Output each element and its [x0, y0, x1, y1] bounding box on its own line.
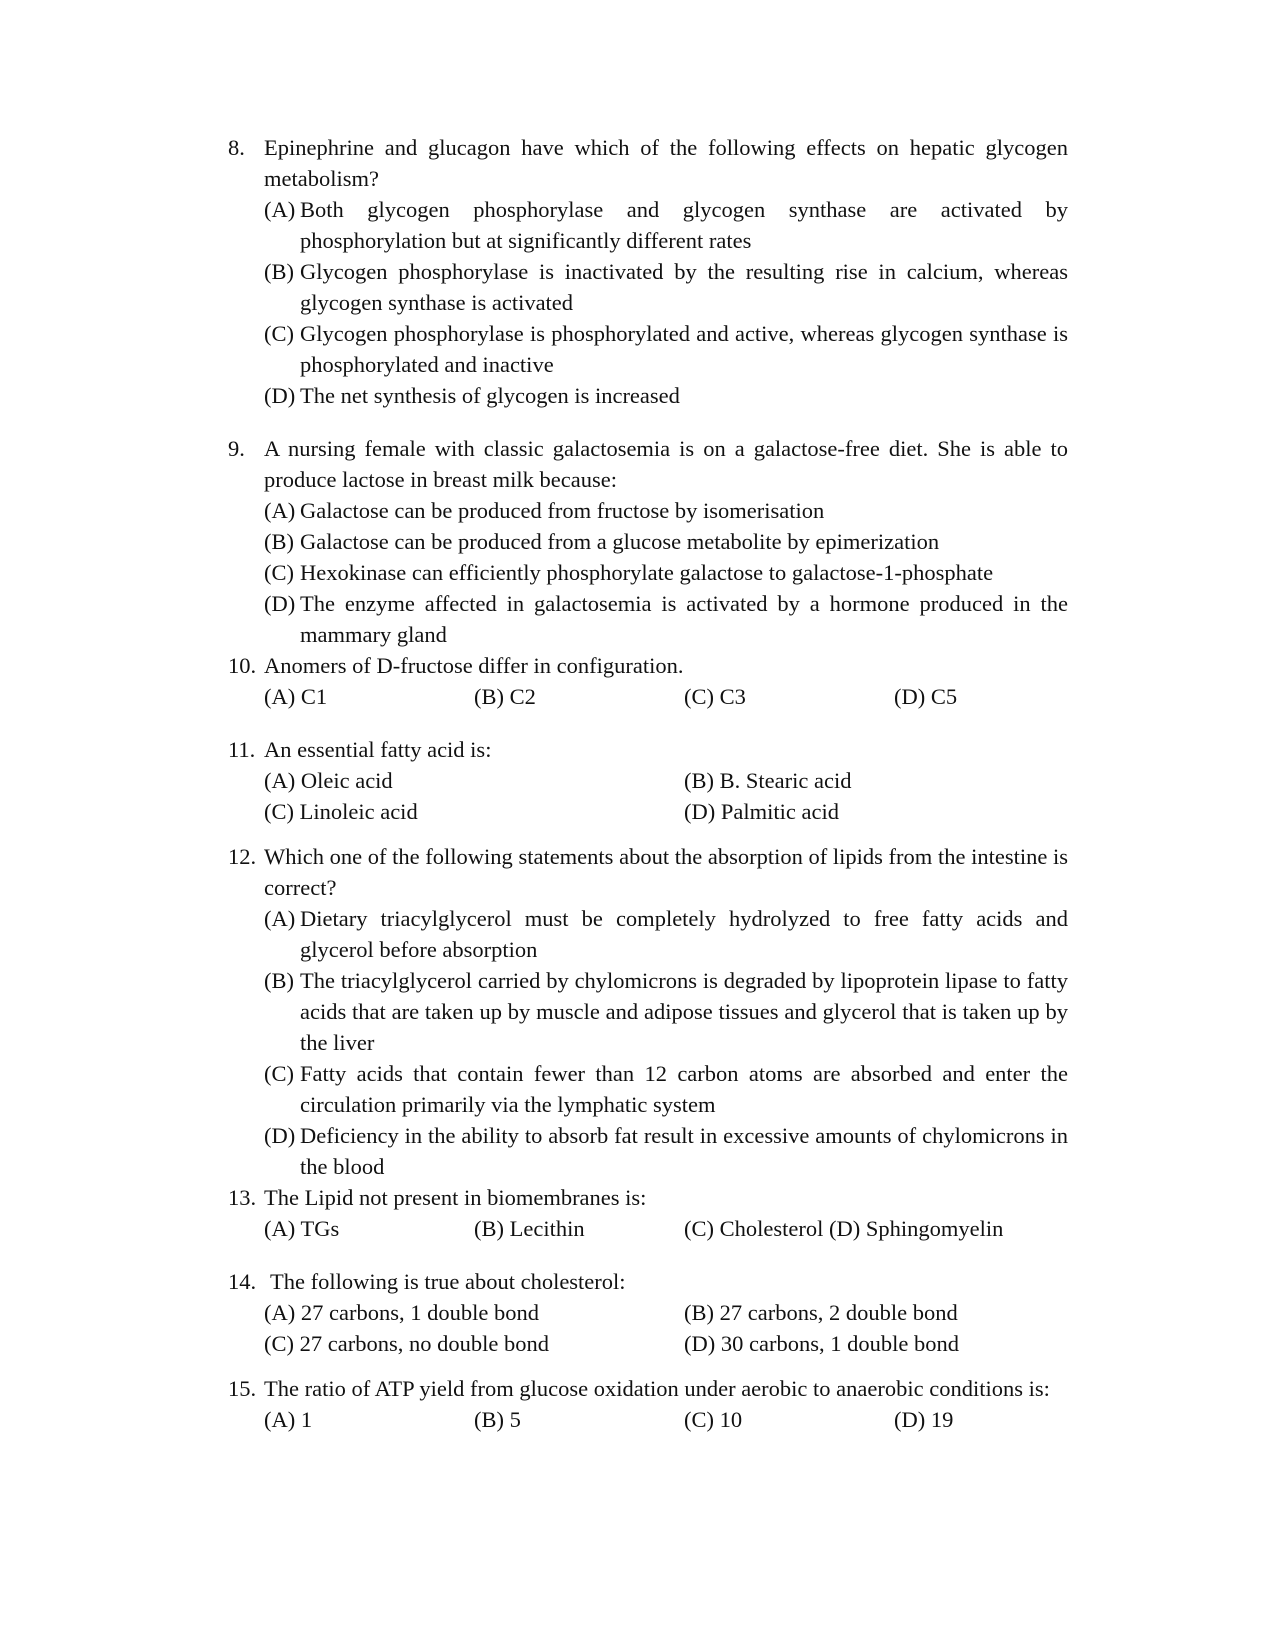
option-c — [264, 1058, 1068, 1120]
option-label: (A) — [264, 498, 296, 523]
option-text: The triacylglycerol carried by chylomicrons is degraded by lipoprotein lipase to fatty acids that are taken up by muscle and adipose tissues and glycerol that is taken up by the liver — [300, 968, 1068, 1055]
option-c-d: (C) Cholesterol (D) Sphingomyelin — [684, 1216, 1004, 1241]
option-text: The enzyme affected in galactosemia is activated by a hormone produced in the mammary gland — [300, 591, 1068, 647]
option-b: (B) 27 carbons, 2 double bond — [684, 1300, 958, 1325]
question-13 — [228, 1182, 1068, 1244]
question-number: 14. — [228, 1269, 257, 1294]
question-15 — [228, 1373, 1068, 1435]
option-text: Glycogen phosphorylase is phosphorylated and active, whereas glycogen synthase is phosphorylated and inactive — [300, 321, 1068, 377]
option-label: (B) — [264, 968, 294, 993]
question-text: The ratio of ATP yield from glucose oxidation under aerobic to anaerobic conditions is: — [264, 1376, 1050, 1401]
option-label: (C) — [264, 560, 294, 585]
question-12 — [228, 841, 1068, 1182]
option-b: (B) B. Stearic acid — [684, 768, 852, 793]
option-text: Hexokinase can efficiently phosphorylate galactose to galactose-1-phosphate — [300, 560, 994, 585]
option-d — [264, 380, 1068, 411]
option-b — [264, 526, 1068, 557]
option-d: (D) 19 — [894, 1407, 954, 1432]
question-page — [228, 132, 1068, 1435]
question-11 — [228, 734, 1068, 827]
option-a — [264, 495, 1068, 526]
question-text: The following is true about cholesterol: — [270, 1269, 626, 1294]
question-number: 8. — [228, 135, 245, 160]
option-label: (A) — [264, 906, 296, 931]
question-9 — [228, 433, 1068, 650]
option-label: (D) — [264, 591, 296, 616]
option-b — [264, 256, 1068, 318]
option-c: (C) C3 — [684, 684, 746, 709]
option-label: (D) — [264, 1123, 296, 1148]
option-a — [264, 903, 1068, 965]
question-number: 13. — [228, 1185, 257, 1210]
option-a: (A) 27 carbons, 1 double bond — [264, 1300, 539, 1325]
option-text: Galactose can be produced from a glucose metabolite by epimerization — [300, 529, 940, 554]
option-label: (C) — [264, 321, 294, 346]
option-a: (A) 1 — [264, 1407, 313, 1432]
question-8 — [228, 132, 1068, 411]
option-b — [264, 965, 1068, 1058]
option-d: (D) C5 — [894, 684, 958, 709]
option-a: (A) TGs — [264, 1216, 340, 1241]
option-text: Galactose can be produced from fructose by isomerisation — [300, 498, 825, 523]
question-number: 11. — [228, 737, 256, 762]
question-number: 9. — [228, 436, 245, 461]
question-text: Epinephrine and glucagon have which of the following effects on hepatic glycogen metabolism? — [264, 135, 1068, 191]
option-text: Dietary triacylglycerol must be completely hydrolyzed to free fatty acids and glycerol before absorption — [300, 906, 1068, 962]
question-text: Anomers of D-fructose differ in configuration. — [264, 653, 684, 678]
option-text: Both glycogen phosphorylase and glycogen synthase are activated by phosphorylation but at significantly different rates — [300, 197, 1068, 253]
option-a: (A) C1 — [264, 684, 328, 709]
option-b: (B) Lecithin — [474, 1216, 585, 1241]
question-14 — [228, 1266, 1068, 1359]
option-text: Fatty acids that contain fewer than 12 carbon atoms are absorbed and enter the circulation primarily via the lymphatic system — [300, 1061, 1068, 1117]
option-a — [264, 194, 1068, 256]
option-c — [264, 557, 1068, 588]
option-text: Glycogen phosphorylase is inactivated by the resulting rise in calcium, whereas glycogen synthase is activated — [300, 259, 1068, 315]
question-number: 15. — [228, 1376, 257, 1401]
question-number: 12. — [228, 844, 257, 869]
option-text: Deficiency in the ability to absorb fat result in excessive amounts of chylomicrons in the blood — [300, 1123, 1068, 1179]
option-label: (B) — [264, 259, 294, 284]
question-10 — [228, 650, 1068, 712]
option-d — [264, 588, 1068, 650]
option-a: (A) Oleic acid — [264, 768, 393, 793]
option-label: (C) — [264, 1061, 294, 1086]
option-label: (A) — [264, 197, 296, 222]
option-text: The net synthesis of glycogen is increased — [300, 383, 680, 408]
question-text: An essential fatty acid is: — [264, 737, 492, 762]
question-text: A nursing female with classic galactosemia is on a galactose-free diet. She is able to produce lactose in breast milk because: — [264, 436, 1068, 492]
option-d: (D) 30 carbons, 1 double bond — [684, 1331, 959, 1356]
option-c: (C) 27 carbons, no double bond — [264, 1331, 549, 1356]
option-d: (D) Palmitic acid — [684, 799, 839, 824]
option-label: (D) — [264, 383, 296, 408]
question-text: Which one of the following statements about the absorption of lipids from the intestine is correct? — [264, 844, 1068, 900]
question-number: 10. — [228, 653, 257, 678]
option-b: (B) C2 — [474, 684, 536, 709]
option-b: (B) 5 — [474, 1407, 521, 1432]
option-c — [264, 318, 1068, 380]
option-c: (C) Linoleic acid — [264, 799, 418, 824]
option-d — [264, 1120, 1068, 1182]
option-label: (B) — [264, 529, 294, 554]
question-text: The Lipid not present in biomembranes is: — [264, 1185, 647, 1210]
option-c: (C) 10 — [684, 1407, 743, 1432]
